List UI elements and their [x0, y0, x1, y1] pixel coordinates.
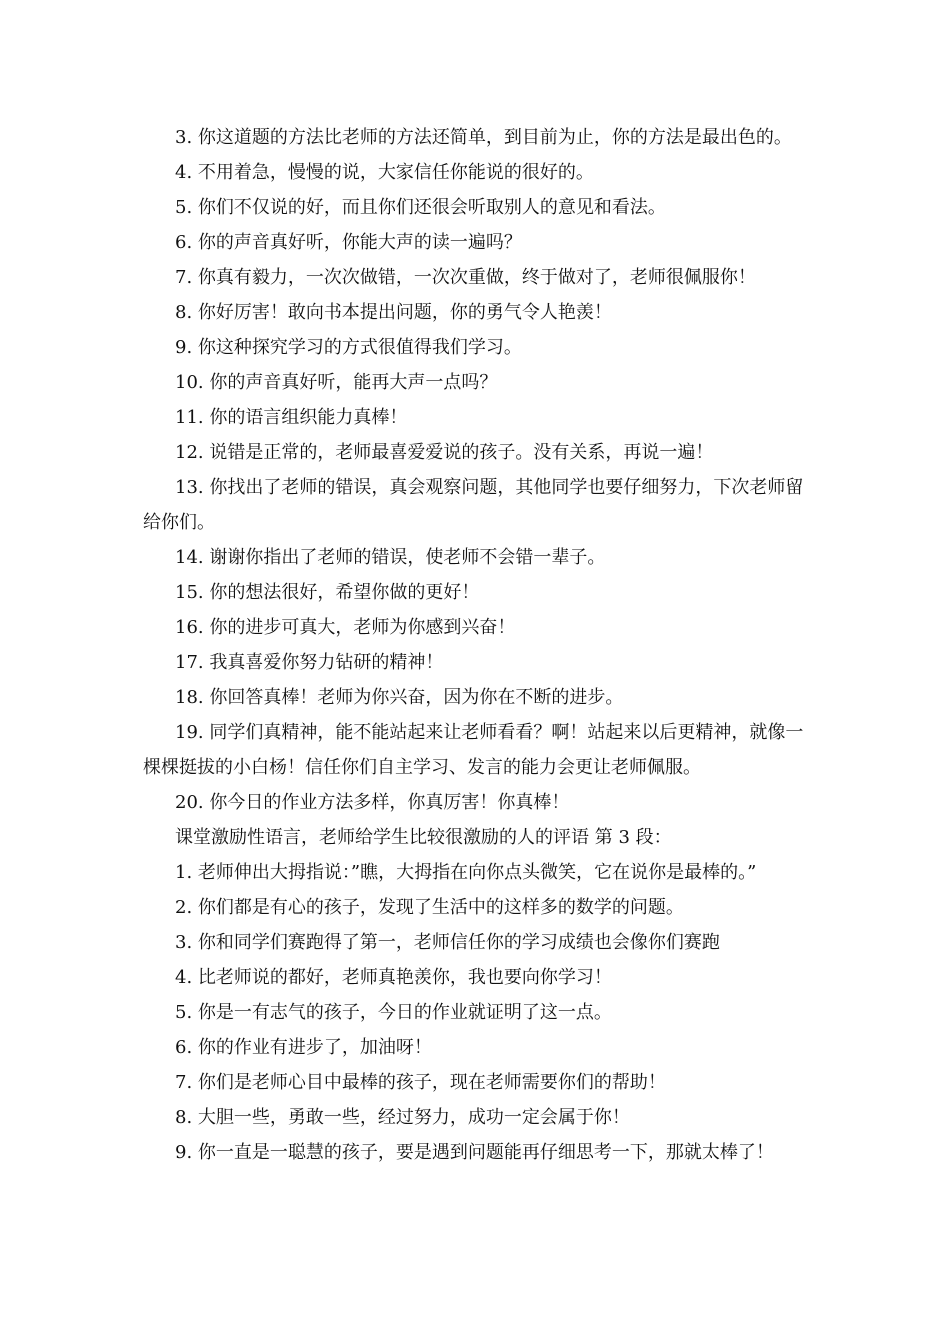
paragraph: 12. 说错是正常的，老师最喜爱爱说的孩子。没有关系，再说一遍！ [175, 442, 714, 463]
paragraph: 3. 你这道题的方法比老师的方法还简单，到目前为止，你的方法是最出色的。 [175, 127, 792, 148]
paragraph: 4. 不用着急，慢慢的说，大家信任你能说的很好的。 [175, 162, 594, 183]
paragraph: 13. 你找出了老师的错误，真会观察问题，其他同学也要仔细努力，下次老师留给你们。 [143, 477, 804, 533]
paragraph: 16. 你的进步可真大，老师为你感到兴奋！ [175, 617, 516, 638]
section-heading: 课堂激励性语言，老师给学生比较很激励的人的评语 第 3 段： [175, 827, 672, 848]
paragraph: 6. 你的声音真好听，你能大声的读一遍吗？ [175, 232, 522, 253]
paragraph: 5. 你是一有志气的孩子，今日的作业就证明了这一点。 [175, 1002, 612, 1023]
paragraph: 6. 你的作业有进步了，加油呀！ [175, 1037, 432, 1058]
paragraph: 8. 大胆一些，勇敢一些，经过努力，成功一定会属于你！ [175, 1107, 630, 1128]
paragraph: 5. 你们不仅说的好，而且你们还很会听取别人的意见和看法。 [175, 197, 666, 218]
paragraph: 2. 你们都是有心的孩子，发现了生活中的这样多的数学的问题。 [175, 897, 684, 918]
paragraph: 7. 你真有毅力，一次次做错，一次次重做，终于做对了，老师很佩服你！ [175, 267, 756, 288]
paragraph: 7. 你们是老师心目中最棒的孩子，现在老师需要你们的帮助！ [175, 1072, 666, 1093]
paragraph: 9. 你这种探究学习的方式很值得我们学习。 [175, 337, 522, 358]
paragraph: 8. 你好厉害！敢向书本提出问题，你的勇气令人艳羡！ [175, 302, 612, 323]
paragraph: 10. 你的声音真好听，能再大声一点吗？ [175, 372, 498, 393]
paragraph: 9. 你一直是一聪慧的孩子，要是遇到问题能再仔细思考一下，那就太棒了！ [175, 1142, 774, 1163]
document-body [143, 120, 811, 1170]
paragraph: 4. 比老师说的都好，老师真艳羡你，我也要向你学习！ [175, 967, 612, 988]
paragraph: 15. 你的想法很好，希望你做的更好！ [175, 582, 480, 603]
paragraph: 3. 你和同学们赛跑得了第一，老师信任你的学习成绩也会像你们赛跑 [175, 932, 720, 953]
paragraph: 19. 同学们真精神，能不能站起来让老师看看？啊！站起来以后更精神，就像一棵棵挺拔的小白杨！信任你们自主学习、发言的能力会更让老师佩服。 [143, 722, 804, 778]
paragraph: 1. 老师伸出大拇指说：”瞧，大拇指在向你点头微笑，它在说你是最棒的。” [175, 862, 757, 883]
paragraph: 20. 你今日的作业方法多样，你真厉害！你真棒！ [175, 792, 570, 813]
paragraph: 17. 我真喜爱你努力钻研的精神！ [175, 652, 444, 673]
paragraph: 14. 谢谢你指出了老师的错误，使老师不会错一辈子。 [175, 547, 606, 568]
paragraph: 11. 你的语言组织能力真棒！ [175, 407, 408, 428]
paragraph: 18. 你回答真棒！老师为你兴奋，因为你在不断的进步。 [175, 687, 624, 708]
